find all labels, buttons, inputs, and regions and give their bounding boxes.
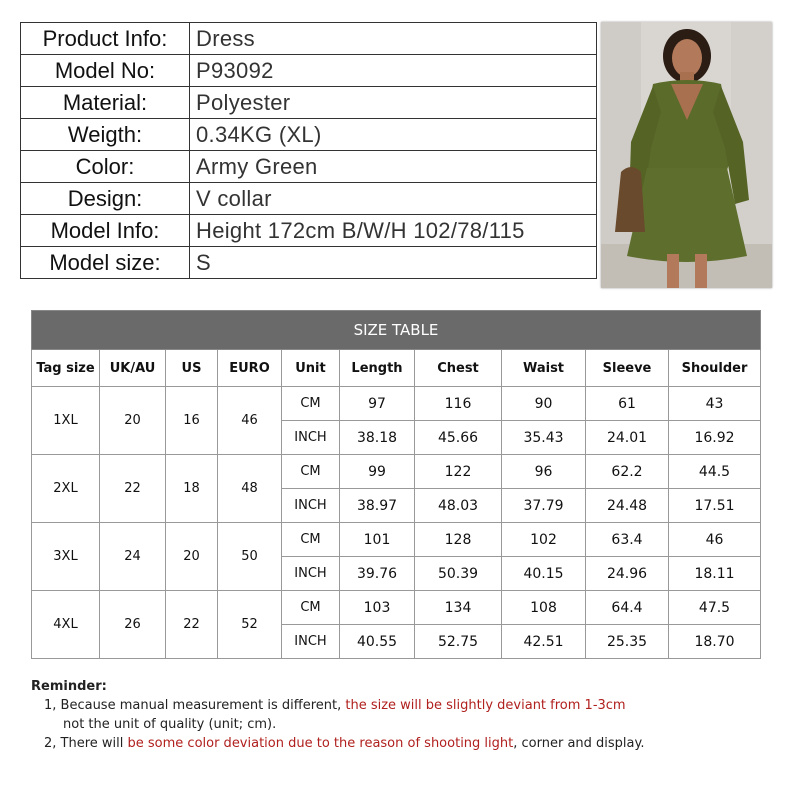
euro-cell: 46: [218, 387, 282, 455]
measurement-cell-cm: 134: [415, 591, 502, 625]
measurement-cell-cm: 116: [415, 387, 502, 421]
size-row-cm: [32, 591, 761, 625]
product-info-row: [21, 119, 597, 151]
measurement-cell-inch: 48.03: [415, 489, 502, 523]
euro-cell: 52: [218, 591, 282, 659]
product-info-row: [21, 247, 597, 279]
us-cell: 16: [166, 387, 218, 455]
reminder-line-2-suffix: , corner and display.: [513, 736, 645, 751]
measurement-cell-inch: 38.97: [340, 489, 415, 523]
reminder-section: [31, 677, 644, 753]
measurement-cell-inch: 17.51: [669, 489, 761, 523]
reminder-line-2-warning: be some color deviation due to the reason of shooting light: [127, 736, 514, 751]
measurement-cell-inch: 35.43: [502, 421, 586, 455]
measurement-cell-inch: 45.66: [415, 421, 502, 455]
reminder-line-1-prefix: 1, Because manual measurement is different,: [44, 698, 346, 713]
us-cell: 22: [166, 591, 218, 659]
unit-cell-cm: CM: [282, 523, 340, 557]
unit-cell-cm: CM: [282, 455, 340, 489]
measurement-cell-cm: 97: [340, 387, 415, 421]
model-photo-illustration: [601, 22, 772, 288]
measurement-cell-cm: 122: [415, 455, 502, 489]
product-info-row: [21, 215, 597, 247]
measurement-cell-cm: 62.2: [586, 455, 669, 489]
uk-au-cell: 26: [100, 591, 166, 659]
size-table: [31, 310, 761, 659]
product-info-label: Design:: [21, 183, 190, 215]
us-cell: 20: [166, 523, 218, 591]
measurement-cell-cm: 61: [586, 387, 669, 421]
model-photo: [601, 22, 772, 288]
measurement-cell-inch: 16.92: [669, 421, 761, 455]
size-table-header: Tag size: [32, 350, 100, 387]
size-row-cm: [32, 455, 761, 489]
product-info-label: Model Info:: [21, 215, 190, 247]
product-info-label: Model size:: [21, 247, 190, 279]
measurement-cell-cm: 90: [502, 387, 586, 421]
product-info-value: Dress: [190, 23, 597, 55]
measurement-cell-inch: 18.70: [669, 625, 761, 659]
euro-cell: 50: [218, 523, 282, 591]
size-table-header: Waist: [502, 350, 586, 387]
tag-size-cell: 2XL: [32, 455, 100, 523]
uk-au-cell: 22: [100, 455, 166, 523]
reminder-line-1-continued: not the unit of quality (unit; cm).: [63, 717, 277, 732]
tag-size-cell: 3XL: [32, 523, 100, 591]
reminder-line-1-warning: the size will be slightly deviant from 1-3cm: [345, 698, 626, 713]
measurement-cell-cm: 64.4: [586, 591, 669, 625]
product-info-label: Color:: [21, 151, 190, 183]
measurement-cell-cm: 108: [502, 591, 586, 625]
measurement-cell-inch: 18.11: [669, 557, 761, 591]
unit-cell-cm: CM: [282, 591, 340, 625]
size-table-header: Shoulder: [669, 350, 761, 387]
unit-cell-inch: INCH: [282, 489, 340, 523]
size-row-cm: [32, 387, 761, 421]
size-table-header: Chest: [415, 350, 502, 387]
product-info-label: Weigth:: [21, 119, 190, 151]
product-info-row: [21, 183, 597, 215]
product-info-value: V collar: [190, 183, 597, 215]
measurement-cell-inch: 42.51: [502, 625, 586, 659]
measurement-cell-cm: 63.4: [586, 523, 669, 557]
measurement-cell-cm: 102: [502, 523, 586, 557]
uk-au-cell: 20: [100, 387, 166, 455]
measurement-cell-cm: 101: [340, 523, 415, 557]
reminder-line-2: [31, 734, 644, 753]
measurement-cell-inch: 25.35: [586, 625, 669, 659]
measurement-cell-cm: 47.5: [669, 591, 761, 625]
product-info-row: [21, 55, 597, 87]
product-info-label: Material:: [21, 87, 190, 119]
measurement-cell-cm: 44.5: [669, 455, 761, 489]
tag-size-cell: 4XL: [32, 591, 100, 659]
reminder-line-2-prefix: 2, There will: [44, 736, 128, 751]
size-table-title: SIZE TABLE: [32, 311, 761, 350]
size-table-header: Unit: [282, 350, 340, 387]
reminder-title: Reminder:: [31, 679, 107, 694]
product-info-value: Army Green: [190, 151, 597, 183]
product-info-label: Model No:: [21, 55, 190, 87]
euro-cell: 48: [218, 455, 282, 523]
product-info-value: 0.34KG (XL): [190, 119, 597, 151]
measurement-cell-inch: 52.75: [415, 625, 502, 659]
product-info-value: Height 172cm B/W/H 102/78/115: [190, 215, 597, 247]
measurement-cell-cm: 99: [340, 455, 415, 489]
measurement-cell-inch: 38.18: [340, 421, 415, 455]
measurement-cell-cm: 96: [502, 455, 586, 489]
measurement-cell-cm: 128: [415, 523, 502, 557]
product-info-value: S: [190, 247, 597, 279]
measurement-cell-cm: 103: [340, 591, 415, 625]
reminder-line-1: [31, 696, 644, 715]
measurement-cell-inch: 39.76: [340, 557, 415, 591]
unit-cell-inch: INCH: [282, 625, 340, 659]
us-cell: 18: [166, 455, 218, 523]
measurement-cell-inch: 37.79: [502, 489, 586, 523]
measurement-cell-inch: 50.39: [415, 557, 502, 591]
measurement-cell-cm: 46: [669, 523, 761, 557]
size-table-header: EURO: [218, 350, 282, 387]
measurement-cell-inch: 40.55: [340, 625, 415, 659]
size-row-cm: [32, 523, 761, 557]
unit-cell-inch: INCH: [282, 421, 340, 455]
measurement-cell-cm: 43: [669, 387, 761, 421]
size-table-header: UK/AU: [100, 350, 166, 387]
tag-size-cell: 1XL: [32, 387, 100, 455]
measurement-cell-inch: 40.15: [502, 557, 586, 591]
product-info-value: P93092: [190, 55, 597, 87]
product-info-row: [21, 23, 597, 55]
measurement-cell-inch: 24.48: [586, 489, 669, 523]
product-info-value: Polyester: [190, 87, 597, 119]
product-info-row: [21, 87, 597, 119]
size-table-header: US: [166, 350, 218, 387]
size-table-header: Sleeve: [586, 350, 669, 387]
measurement-cell-inch: 24.96: [586, 557, 669, 591]
product-info-label: Product Info:: [21, 23, 190, 55]
product-info-table: [20, 22, 597, 279]
unit-cell-inch: INCH: [282, 557, 340, 591]
product-info-row: [21, 151, 597, 183]
uk-au-cell: 24: [100, 523, 166, 591]
measurement-cell-inch: 24.01: [586, 421, 669, 455]
size-table-header: Length: [340, 350, 415, 387]
unit-cell-cm: CM: [282, 387, 340, 421]
